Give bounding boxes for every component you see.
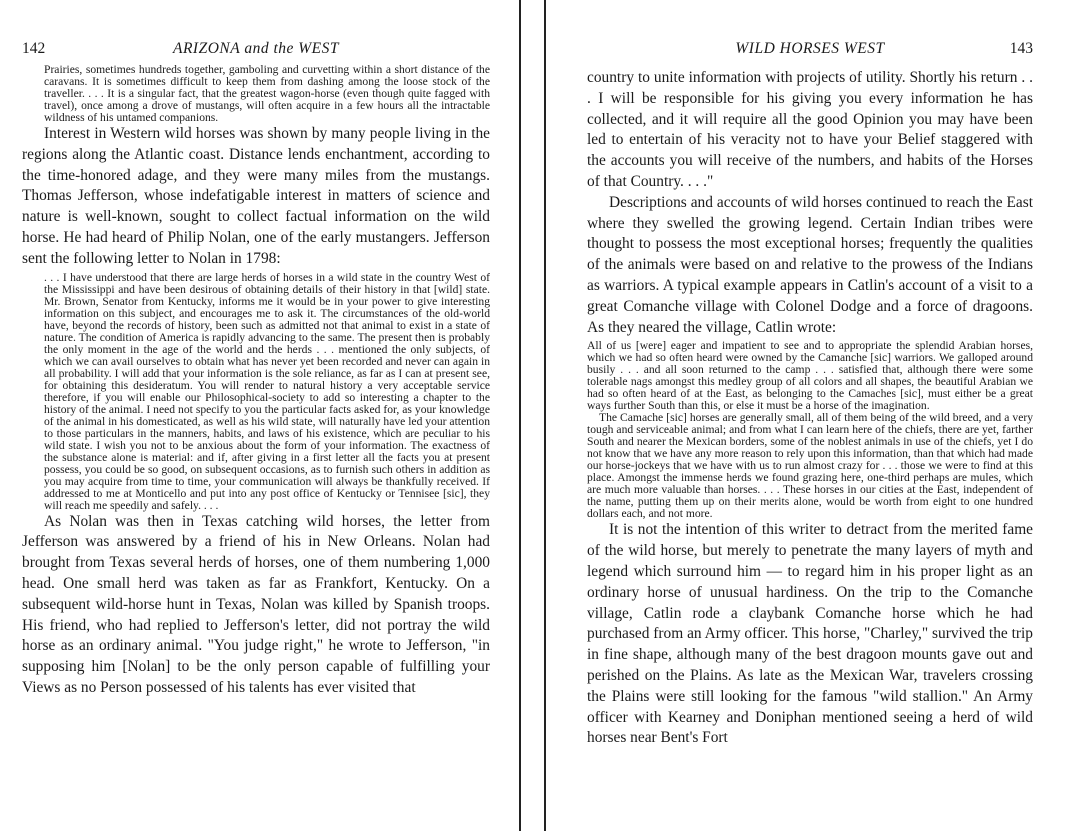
left-text-column xyxy=(22,64,490,699)
right-paragraph-continued: country to unite information with projects of utility. Shortly his return . . . I will be responsible for his giving you every information he has collected, and it will require all the good Opinion you may have been led to entertain of his veracity not to have your Belief staggered with the accounts you will receive of the numbers, and habits of the Horses of that Country. . . ." xyxy=(587,69,1033,190)
left-paragraph-1: Interest in Western wild horses was shown by many people living in the regions along the Atlantic coast. Distance lends enchantment, according to the time-honored adage, and they were many miles from the mustangs. Thomas Jefferson, whose indefatigable interest in matters of science and nature is well-known, sought to collect factual information on the wild horse. He had heard of Philip Nolan, one of the early mustangers. Jefferson sent the following letter to Nolan in 1798: xyxy=(22,125,490,267)
left-extract-1: Prairies, sometimes hundreds together, gamboling and curvetting within a short distance of the caravans. It is sometimes difficult to keep them from dashing among the loose stock of the traveller. . . . It is a singular fact, that the greatest wagon-horse (even though quite fagged with travel), once among a drove of mustangs, will often acquire in a few hours all the intractable wildness of his untamed companions. xyxy=(44,63,490,124)
right-text-column xyxy=(587,68,1033,749)
left-page-number: 142 xyxy=(22,40,46,57)
right-page-number: 143 xyxy=(1009,40,1033,57)
page-edge-left xyxy=(519,0,521,831)
left-running-title: ARIZONA and the WEST xyxy=(173,40,339,57)
right-paragraph-2: It is not the intention of this writer to detract from the merited fame of the wild horse, but merely to penetrate the many layers of myth and legend which surround him — to regard him in his proper light as an ordinary horse of unusual hardiness. On the trip to the Comanche village, Catlin rode a claybank Comanche horse which he had purchased from an Army officer. This horse, "Charley," survived the trip in fine shape, although many of the best dragoon mounts gave out and perished on the Plains. As late as the Mexican War, travelers crossing the Plains were still looking for the famous "wild stallion." An Army officer with Kearney and Doniphan mentioned seeing a herd of wild horses near Bent's Fort xyxy=(587,521,1033,747)
left-paragraph-2: As Nolan was then in Texas catching wild horses, the letter from Jefferson was answered by a friend of his in New Orleans. Nolan had brought from Texas several herds of horses, one of them numbering 1,000 head. One small herd was taken as far as Frankfort, Kentucky. On a subsequent wild-horse hunt in Texas, Nolan was killed by Spanish troops. His friend, who had replied to Jefferson's letter, did not portray the wild horse as an ordinary animal. "You judge right," he wrote to Jefferson, "in supposing him [Nolan] to be the only person capable of fulfilling your Views as no Person possessed of his talents has ever visited that xyxy=(22,512,490,696)
right-extract-2: The Camache [sic] horses are generally small, all of them being of the wild breed, and a very tough and serviceable animal; and from what I can learn here of the chiefs, there are yet, farther South and nearer the Mexican borders, some of the noblest animals in use of the chiefs, yet I do not know that we have any more reason to rely upon this information, than that which had made our horse-jockeys that we have with us to run almost crazy for . . . those we were to find at this place. Amongst the immense herds we found grazing here, one-third perhaps are mules, which are much more valuable than horses. . . . These horses in our cities at the East, independent of the name, putting them up on their merits alone, would be worth from eight to one hundred dollars each, and not more. xyxy=(587,411,1033,521)
left-extract-2: . . . I have understood that there are large herds of horses in a wild state in the country West of the Mississippi and have been desirous of obtaining details of their history in that [wild] state. Mr. Brown, Senator from Kentucky, informs me it would be in your power to give interesting information on this subject, and encourages me to ask it. The circumstances of the old-world have, beyond the records of history, been such as admitted not that animal to exist in a state of nature. The condition of America is rapidly advancing to the same. The present then is probably the only moment in the age of the world and the herds . . . mentioned the only subjects, of which we can avail ourselves to obtain what has never yet been recorded and never can again in all probability. I will add that your information is the sole reliance, as far as I can at present see, for obtaining this desideratum. You will render to natural history a very acceptable service therefore, if you will enable our Philosophical-society to add so interesting a chapter to the history of the animal. I need not specify to you the particular facts asked for, as your knowledge of the animal in his domesticated, as well as his wild state, will naturally have led your attention to those particulars in the manners, habits, and laws of his existence, which are peculiar to his wild state. I wish you not to be anxious about the form of your information. The exactness of the substance alone is material: and if, after giving in a first letter all the facts you at present possess, you could be so good, on subsequent occasions, as to furnish such others in addition as you may acquire from time to time, your communication will always be thankfully received. If addressed to me at Monticello and put into any post office of Kentucky or Tennisee [sic], they will reach me speedily and safely. . . . xyxy=(44,270,490,512)
right-paragraph-1: Descriptions and accounts of wild horses continued to reach the East where they swelled the growing legend. Certain Indian tribes were thought to possess the most exceptional horses; frequently the qualities of the animals were based on and relative to the prowess of the Indians as warriors. A typical example appears in Catlin's account of a visit to a great Comanche village with Colonel Dodge and a force of dragoons. As they neared the village, Catlin wrote: xyxy=(587,193,1033,336)
left-running-head xyxy=(22,38,490,60)
right-running-head xyxy=(587,38,1033,60)
right-page xyxy=(544,0,1076,831)
book-gutter xyxy=(520,0,544,831)
right-extract-1: All of us [were] eager and impatient to see and to appropriate the splendid Arabian horses, which we had so often heard were owned by the Camanche [sic] warriors. We galloped around busily . . . and all soon returned to the camp . . . satisfied that, although there were some tolerable nags amongst this medley group of all colors and all shapes, the beautiful Arabian we had so often heard of at the East, as belonging to the Camaches [sic], must either be a great ways further South than this, or else it must be a horse of the imagination. xyxy=(587,339,1033,413)
left-page xyxy=(0,0,520,831)
right-running-title: WILD HORSES WEST xyxy=(735,40,885,57)
